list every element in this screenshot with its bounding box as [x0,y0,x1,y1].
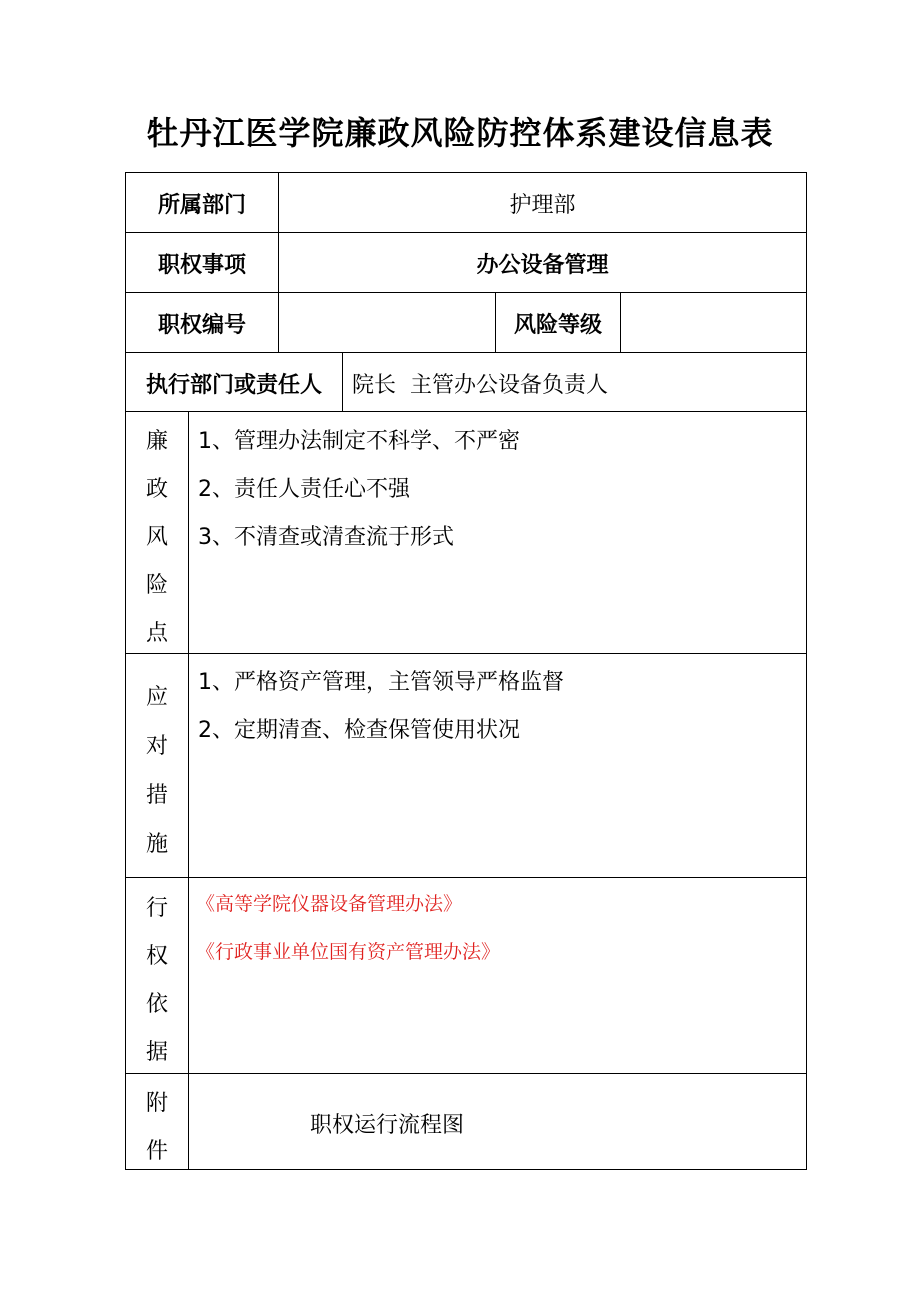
row-divider [125,877,807,878]
row-divider [125,232,807,233]
measures-label-char: 应 [145,685,168,710]
basis-label-char: 据 [145,1040,168,1065]
basis-label-char: 权 [145,944,168,969]
basis-item: 《行政事业单位国有资产管理办法》 [196,941,501,963]
measure-item: 1、严格资产管理，主管领导严格监督 [198,670,564,695]
attachment-label-char: 件 [145,1139,168,1164]
matter-value: 办公设备管理 [476,253,609,278]
measures-label-char: 施 [145,832,168,857]
basis-item: 《高等学院仪器设备管理办法》 [196,893,463,915]
measure-item: 2、定期清查、检查保管使用状况 [198,718,520,743]
row-divider [125,292,807,293]
risk-point-item: 2、责任人责任心不强 [198,477,410,502]
risk-point-item: 3、不清查或清查流于形式 [198,525,454,550]
risk-point-item: 1、管理办法制定不科学、不严密 [198,429,520,454]
table-border-top [125,172,807,173]
basis-label-char: 行 [145,896,168,921]
risk-points-label-char: 点 [145,621,168,646]
col-divider [188,411,189,1169]
table-border-bottom [125,1169,807,1170]
measures-label-char: 对 [145,734,168,759]
department-value: 护理部 [509,193,576,218]
matter-label: 职权事项 [157,253,246,278]
risk-points-label-char: 廉 [145,429,168,454]
risk-points-label-char: 险 [145,573,168,598]
attachment-value: 职权运行流程图 [310,1113,465,1138]
row-divider [125,1073,807,1074]
col-divider [342,352,343,411]
code-label: 职权编号 [157,313,246,338]
risk-points-label-char: 风 [145,525,168,550]
basis-label-char: 依 [145,992,168,1017]
risk-points-label-char: 政 [145,477,168,502]
row-divider [125,352,807,353]
table-border-right [806,172,807,1170]
executor-value: 院长 主管办公设备负责人 [352,373,608,398]
attachment-label-char: 附 [145,1091,168,1116]
page-title: 牡丹江医学院廉政风险防控体系建设信息表 [146,114,774,152]
row-divider [125,653,807,654]
col-divider [620,292,621,352]
measures-label-char: 措 [145,783,168,808]
row-divider [125,411,807,412]
executor-label: 执行部门或责任人 [145,373,322,398]
risk-level-label: 风险等级 [513,313,602,338]
department-label: 所属部门 [157,193,246,218]
